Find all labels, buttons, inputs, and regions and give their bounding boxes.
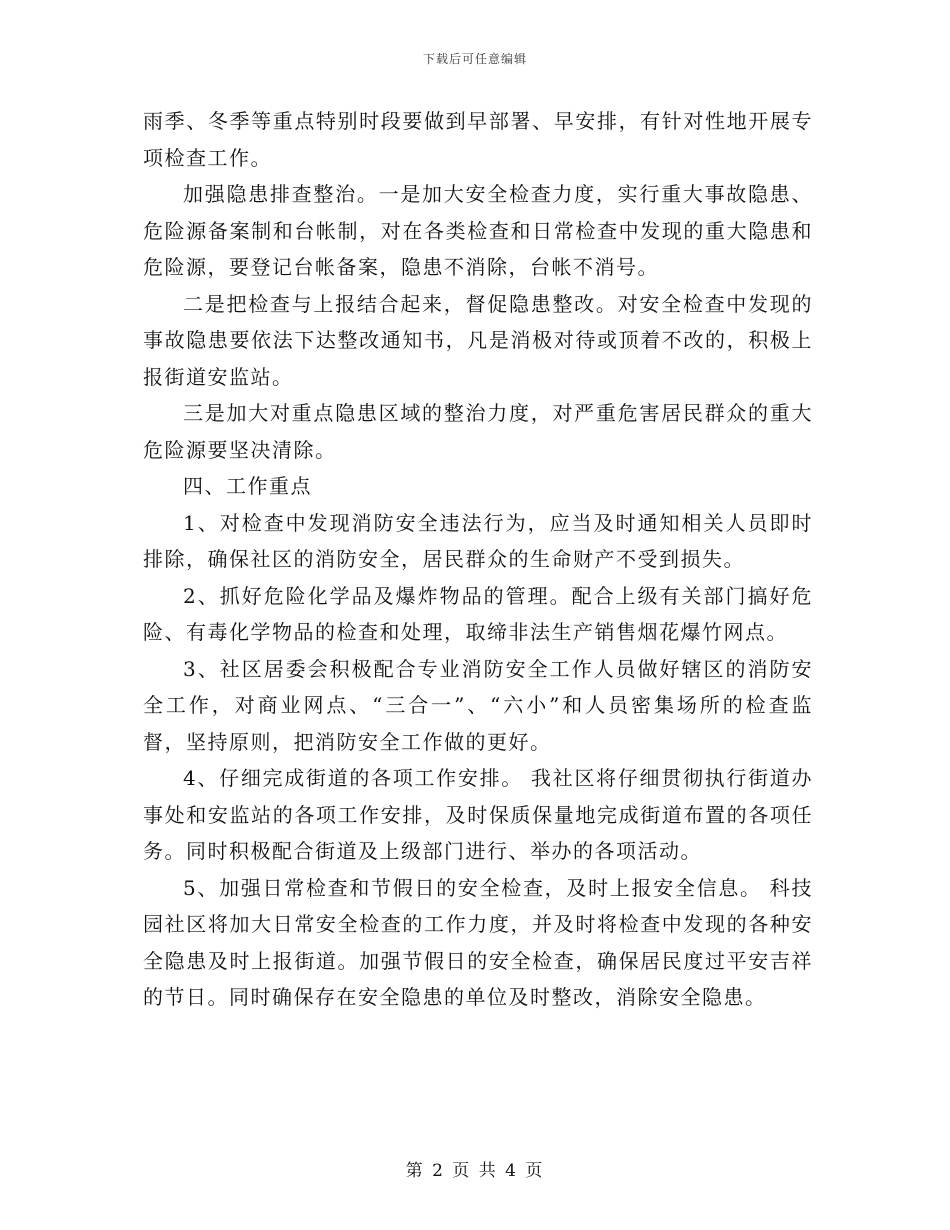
- section-heading: 四、工作重点: [183, 474, 312, 498]
- paragraph-continuation: 雨季、冬季等重点特别时段要做到早部署、早安排，有针对性地开展专项检查工作。: [143, 109, 813, 170]
- page-header: 下载后可任意编辑: [422, 52, 527, 66]
- paragraph: 加强隐患排查整治。一是加大安全检查力度，实行重大事故隐患、危险源备案制和台帐制，对在各类检查和日常检查中发现的重大隐患和危险源，要登记台帐备案，隐患不消除，台帐不消号。: [143, 182, 813, 279]
- paragraph: 二是把检查与上报结合起来，督促隐患整改。对安全检查中发现的事故隐患要依法下达整改通知书，凡是消极对待或顶着不改的，积极上报街道安监站。: [143, 291, 813, 389]
- list-item: 4、仔细完成街道的各项工作安排。 我社区将仔细贯彻执行街道办事处和安监站的各项工作安排，及时保质保量地完成街道布置的各项任务。同时积极配合街道及上级部门进行、举办的各项活动。: [143, 766, 813, 863]
- page-number-footer: 第 2 页 共 4 页: [405, 1161, 545, 1181]
- paragraph: 三是加大对重点隐患区域的整治力度，对严重危害居民群众的重大危险源要坚决清除。: [143, 401, 813, 462]
- document-body: [143, 103, 813, 1016]
- list-item: 3、社区居委会积极配合专业消防安全工作人员做好辖区的消防安全工作，对商业网点、“三合一”、“六小”和人员密集场所的检查监督，坚持原则，把消防安全工作做的更好。: [143, 656, 813, 754]
- list-item: 2、抓好危险化学品及爆炸物品的管理。配合上级有关部门搞好危险、有毒化学物品的检查和处理，取缔非法生产销售烟花爆竹网点。: [143, 583, 813, 644]
- list-item: 5、加强日常检查和节假日的安全检查，及时上报安全信息。 科技园社区将加大日常安全检查的工作力度，并及时将检查中发现的各种安全隐患及时上报街道。加强节假日的安全检查，确保居民度过平安吉祥的节日。同时确保存在安全隐患的单位及时整改，消除安全隐患。: [143, 875, 813, 1009]
- list-item: 1、对检查中发现消防安全违法行为，应当及时通知相关人员即时排除，确保社区的消防安全，居民群众的生命财产不受到损失。: [143, 510, 813, 571]
